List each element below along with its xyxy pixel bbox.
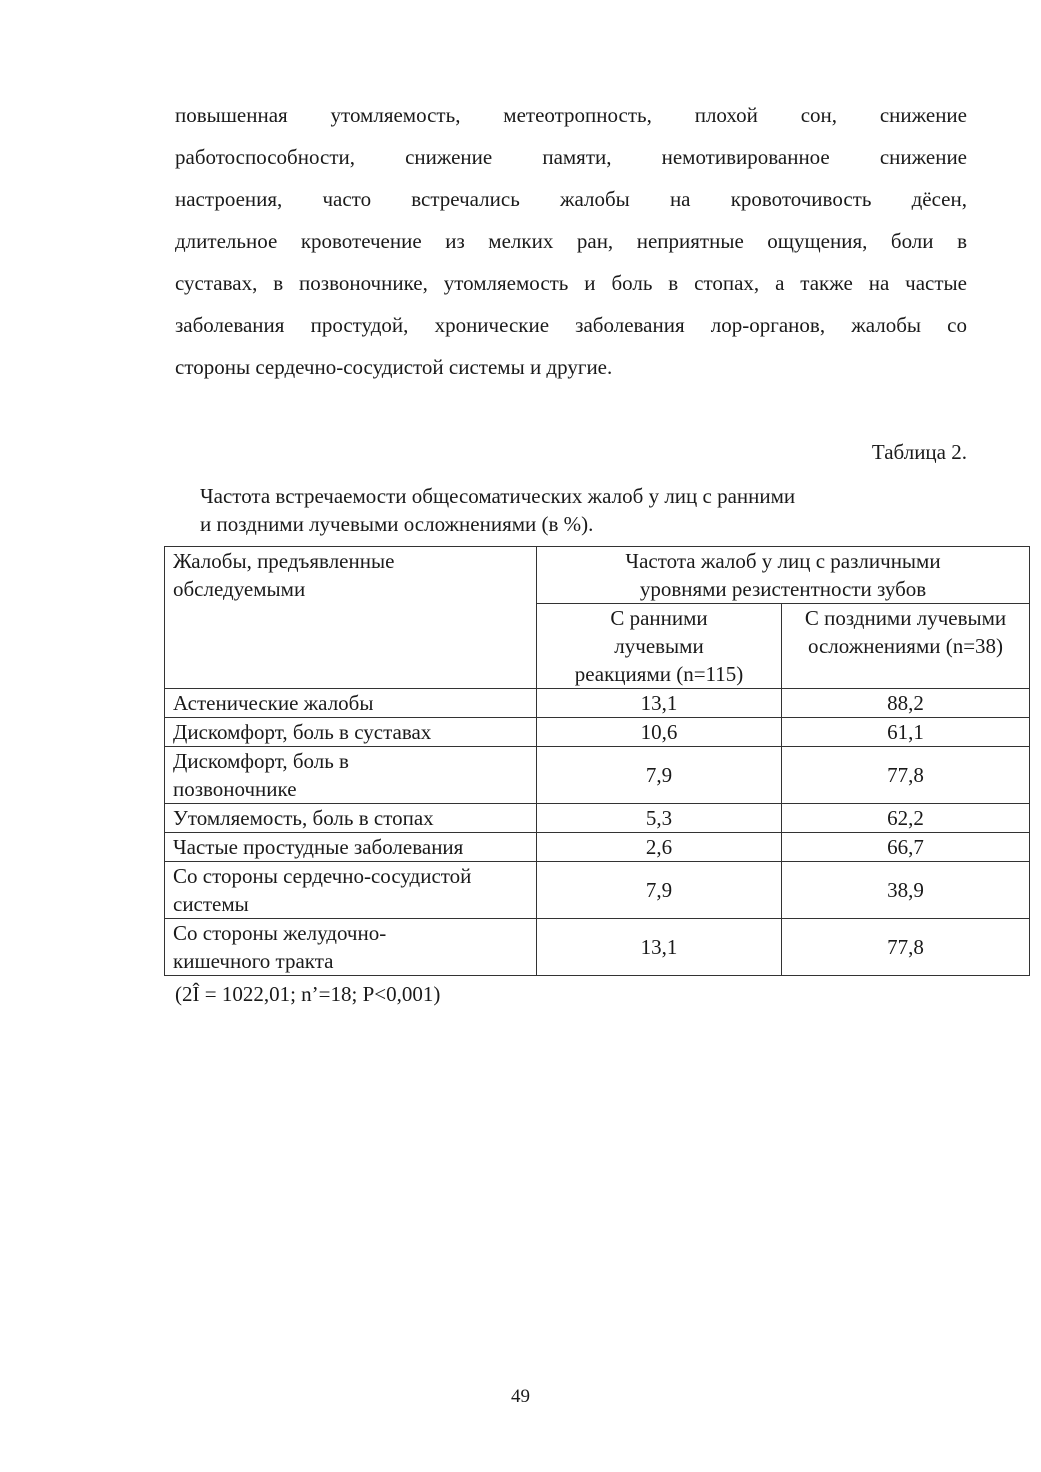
table-title: [200, 482, 960, 538]
late-value: 88,2: [782, 689, 1030, 718]
table-row: [165, 833, 1030, 862]
paragraph-line: повышенная утомляемость, метеотропность, плохой сон, снижение: [175, 103, 967, 127]
late-value: 77,8: [782, 919, 1030, 976]
row-label: Астенические жалобы: [165, 689, 537, 718]
table-row: [165, 718, 1030, 747]
header-frequency-group: Частота жалоб у лиц с различными уровнями резистентности зубов: [537, 547, 1030, 604]
paragraph-line: заболевания простудой, хронические заболевания лор-органов, жалобы со: [175, 313, 967, 337]
late-value: 38,9: [782, 862, 1030, 919]
row-label: Со стороны желудочно- кишечного тракта: [165, 919, 537, 976]
paragraph-line: суставах, в позвоночнике, утомляемость и боль в стопах, а также на частые: [175, 271, 967, 295]
row-label: Дискомфорт, боль в суставах: [165, 718, 537, 747]
early-value: 2,6: [537, 833, 782, 862]
early-value: 13,1: [537, 919, 782, 976]
row-label: Со стороны сердечно-сосудистой системы: [165, 862, 537, 919]
late-value: 62,2: [782, 804, 1030, 833]
paragraph-line: работоспособности, снижение памяти, немотивированное снижение: [175, 145, 967, 169]
late-value: 77,8: [782, 747, 1030, 804]
row-label: Дискомфорт, боль в позвоночнике: [165, 747, 537, 804]
complaints-table: [164, 546, 1030, 976]
early-value: 5,3: [537, 804, 782, 833]
paragraph-line: длительное кровотечение из мелких ран, неприятные ощущения, боли в: [175, 229, 967, 253]
paragraph-line: стороны сердечно-сосудистой системы и другие.: [175, 355, 613, 379]
late-value: 66,7: [782, 833, 1030, 862]
header-complaints: Жалобы, предъявленные обследуемыми: [165, 547, 537, 689]
early-value: 7,9: [537, 747, 782, 804]
table-row: [165, 804, 1030, 833]
table-row: [165, 862, 1030, 919]
row-label: Частые простудные заболевания: [165, 833, 537, 862]
table-title-line: Частота встречаемости общесоматических жалоб у лиц с ранними: [200, 484, 796, 508]
early-value: 10,6: [537, 718, 782, 747]
page-number: 49: [511, 1386, 530, 1407]
table-label: Таблица 2.: [871, 440, 967, 464]
header-late-complications: С поздними лучевыми осложнениями (n=38): [782, 604, 1030, 689]
header-early-reactions: С ранними лучевыми реакциями (n=115): [537, 604, 782, 689]
table-header-row: [165, 547, 1030, 604]
table-row: [165, 747, 1030, 804]
row-label: Утомляемость, боль в стопах: [165, 804, 537, 833]
late-value: 61,1: [782, 718, 1030, 747]
table-row: [165, 689, 1030, 718]
early-value: 13,1: [537, 689, 782, 718]
paragraph-line: настроения, часто встречались жалобы на кровоточивость дёсен,: [175, 187, 967, 211]
table-title-line: и поздними лучевыми осложнениями (в %).: [200, 512, 594, 536]
early-value: 7,9: [537, 862, 782, 919]
statistics-note: (2Î = 1022,01; n’=18; P<0,001): [175, 982, 441, 1006]
table-row: [165, 919, 1030, 976]
